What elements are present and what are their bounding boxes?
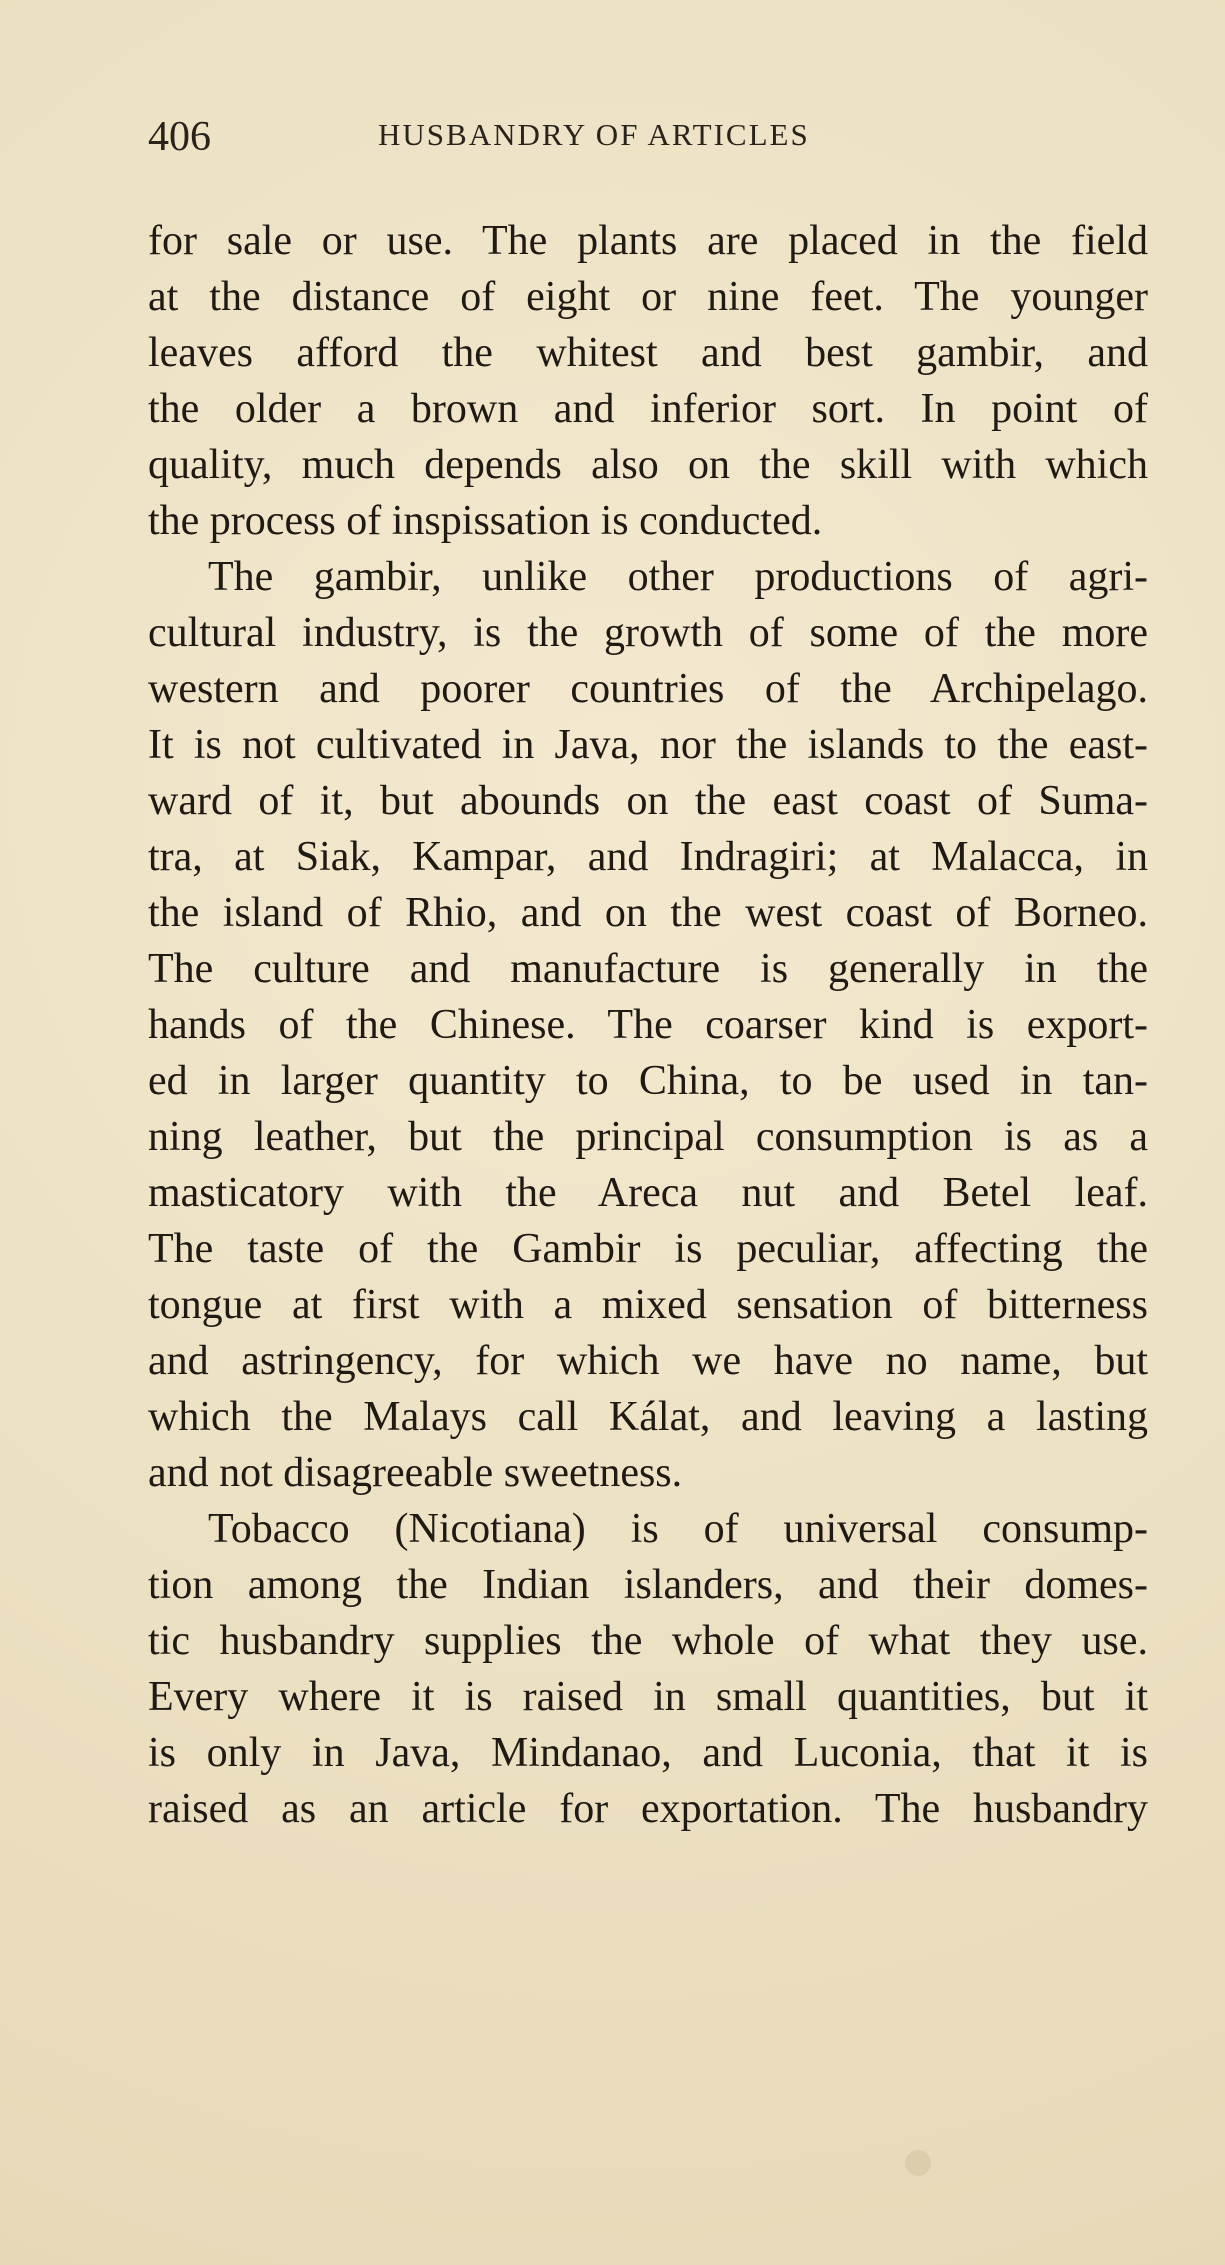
text-line: the island of Rhio, and on the west coast of Borneo. bbox=[148, 890, 1148, 936]
text-line: tra, at Siak, Kampar, and Indragiri; at Malacca, in bbox=[148, 834, 1148, 880]
text-line: tongue at first with a mixed sensation of bitterness bbox=[148, 1282, 1148, 1328]
text-line: tion among the Indian islanders, and their domes- bbox=[148, 1562, 1148, 1608]
text-line: ed in larger quantity to China, to be used in tan- bbox=[148, 1058, 1148, 1104]
text-line: for sale or use. The plants are placed in the field bbox=[148, 218, 1148, 264]
text-line: It is not cultivated in Java, nor the islands to the east- bbox=[148, 722, 1148, 768]
text-line: The taste of the Gambir is peculiar, affecting the bbox=[148, 1226, 1148, 1272]
text-line: Every where it is raised in small quantities, but it bbox=[148, 1674, 1148, 1720]
text-line: cultural industry, is the growth of some of the more bbox=[148, 610, 1148, 656]
text-line: is only in Java, Mindanao, and Luconia, that it is bbox=[148, 1730, 1148, 1776]
text-line: masticatory with the Areca nut and Betel leaf. bbox=[148, 1170, 1148, 1216]
text-line: and not disagreeable sweetness. bbox=[148, 1450, 683, 1496]
text-line: and astringency, for which we have no name, but bbox=[148, 1338, 1148, 1384]
running-head: HUSBANDRY OF ARTICLES bbox=[378, 117, 810, 152]
text-line: quality, much depends also on the skill with which bbox=[148, 442, 1148, 488]
text-line: western and poorer countries of the Archipelago. bbox=[148, 666, 1148, 712]
page-header bbox=[148, 113, 1148, 169]
text-line: which the Malays call Kálat, and leaving a lasting bbox=[148, 1394, 1148, 1440]
text-line: leaves afford the whitest and best gambir, and bbox=[148, 330, 1148, 376]
paper-stain bbox=[905, 2150, 931, 2176]
text-line: The gambir, unlike other productions of agri- bbox=[208, 554, 1148, 600]
page-text bbox=[148, 213, 1148, 1837]
text-line: The culture and manufacture is generally in the bbox=[148, 946, 1148, 992]
text-line: hands of the Chinese. The coarser kind is export- bbox=[148, 1002, 1148, 1048]
page-number: 406 bbox=[148, 114, 211, 160]
text-line: raised as an article for exportation. The husbandry bbox=[148, 1786, 1148, 1832]
text-line: tic husbandry supplies the whole of what they use. bbox=[148, 1618, 1148, 1664]
text-line: Tobacco (Nicotiana) is of universal consump- bbox=[208, 1506, 1148, 1552]
text-line: the older a brown and inferior sort. In point of bbox=[148, 386, 1148, 432]
text-line: at the distance of eight or nine feet. The younger bbox=[148, 274, 1148, 320]
text-line: ward of it, but abounds on the east coast of Suma- bbox=[148, 778, 1148, 824]
text-line: ning leather, but the principal consumption is as a bbox=[148, 1114, 1148, 1160]
text-line: the process of inspissation is conducted. bbox=[148, 498, 823, 544]
